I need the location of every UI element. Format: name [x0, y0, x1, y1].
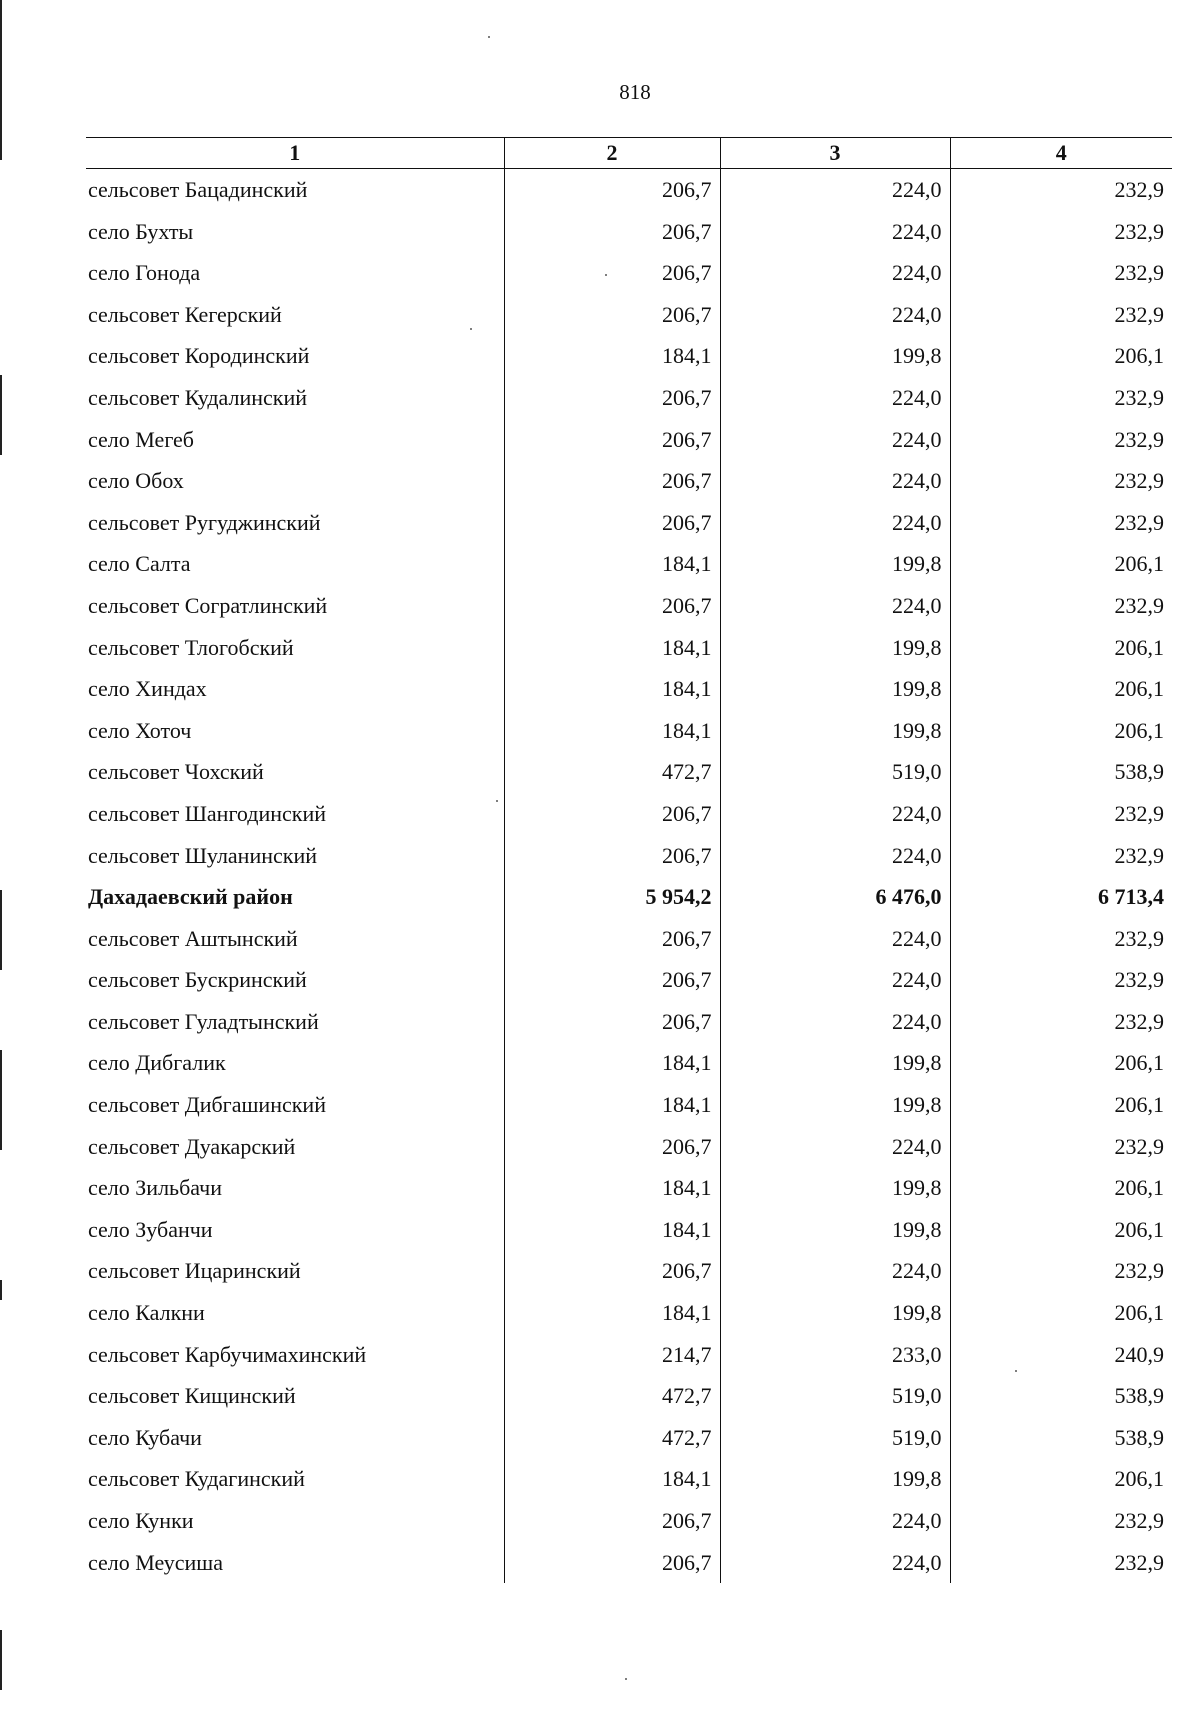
- cell-settlement-name: Дахадаевский район: [88, 884, 293, 910]
- table-row: [86, 1542, 1172, 1584]
- table-row: [86, 460, 1172, 502]
- scan-margin-mark: [0, 1280, 2, 1300]
- cell-value-col2: 5 954,2: [504, 876, 720, 918]
- cell-value-col2: 184,1: [504, 668, 720, 710]
- cell-value-col2: 206,7: [504, 294, 720, 336]
- cell-settlement-name: сельсовет Шангодинский: [88, 800, 327, 826]
- cell-settlement-name: сельсовет Кегерский: [88, 301, 282, 327]
- scan-margin-mark: [0, 1050, 2, 1150]
- cell-settlement-name: сельсовет Ругуджинский: [88, 509, 321, 535]
- cell-value-col2: 206,7: [504, 1250, 720, 1292]
- cell-value-col2: 206,7: [504, 793, 720, 835]
- scan-margin-mark: [0, 890, 2, 970]
- cell-settlement-name: сельсовет Бацадинский: [88, 177, 308, 202]
- cell-value-col4: 232,9: [950, 460, 1172, 502]
- table-row: [86, 335, 1172, 377]
- cell-value-col2: 472,7: [504, 751, 720, 793]
- cell-value-col4: 538,9: [950, 751, 1172, 793]
- cell-value-col3: 224,0: [720, 918, 950, 960]
- cell-value-col4: 232,9: [950, 1542, 1172, 1584]
- cell-value-col3: 224,0: [720, 793, 950, 835]
- cell-value-col2: 184,1: [504, 1458, 720, 1500]
- table-row: [86, 1209, 1172, 1251]
- cell-value-col3: 224,0: [720, 835, 950, 877]
- cell-value-col3: 199,8: [720, 710, 950, 752]
- cell-value-col3: 224,0: [720, 419, 950, 461]
- cell-value-col3: 199,8: [720, 627, 950, 669]
- cell-value-col2: 472,7: [504, 1375, 720, 1417]
- cell-value-col3: 199,8: [720, 1042, 950, 1084]
- cell-value-col3: 224,0: [720, 1500, 950, 1542]
- cell-value-col4: 206,1: [950, 710, 1172, 752]
- cell-settlement-name: сельсовет Тлогобский: [88, 634, 294, 660]
- cell-value-col3: 224,0: [720, 1542, 950, 1584]
- cell-value-col4: 232,9: [950, 169, 1172, 211]
- table-row: [86, 627, 1172, 669]
- cell-settlement-name: село Бухты: [88, 218, 194, 244]
- cell-value-col3: 224,0: [720, 294, 950, 336]
- cell-value-col4: 232,9: [950, 918, 1172, 960]
- cell-settlement-name: сельсовет Карбучимахинский: [88, 1341, 367, 1367]
- cell-value-col2: 206,7: [504, 835, 720, 877]
- table-row: [86, 710, 1172, 752]
- cell-value-col3: 224,0: [720, 585, 950, 627]
- cell-value-col4: 232,9: [950, 835, 1172, 877]
- cell-value-col3: 199,8: [720, 668, 950, 710]
- table-body: [86, 169, 1172, 1584]
- cell-value-col3: 224,0: [720, 959, 950, 1001]
- cell-value-col2: 206,7: [504, 1542, 720, 1584]
- cell-value-col4: 232,9: [950, 377, 1172, 419]
- table-row: [86, 1292, 1172, 1334]
- cell-settlement-name: сельсовет Кудалинский: [88, 384, 308, 410]
- cell-value-col2: 206,7: [504, 1126, 720, 1168]
- table-row: [86, 918, 1172, 960]
- table-row: [86, 1250, 1172, 1292]
- cell-value-col4: 240,9: [950, 1334, 1172, 1376]
- table-row: [86, 1042, 1172, 1084]
- scan-margin-mark: [0, 375, 2, 455]
- cell-value-col3: 519,0: [720, 1417, 950, 1459]
- cell-value-col4: 232,9: [950, 793, 1172, 835]
- cell-settlement-name: село Кубачи: [88, 1424, 202, 1450]
- cell-value-col2: 206,7: [504, 585, 720, 627]
- cell-value-col4: 206,1: [950, 1084, 1172, 1126]
- cell-value-col3: 224,0: [720, 1126, 950, 1168]
- scan-speck: [488, 36, 490, 38]
- cell-value-col2: 214,7: [504, 1334, 720, 1376]
- cell-value-col3: 224,0: [720, 252, 950, 294]
- cell-value-col2: 206,7: [504, 211, 720, 253]
- cell-value-col4: 206,1: [950, 335, 1172, 377]
- table-row: [86, 211, 1172, 253]
- cell-settlement-name: село Хоточ: [88, 717, 192, 743]
- cell-value-col4: 206,1: [950, 1292, 1172, 1334]
- cell-value-col3: 519,0: [720, 751, 950, 793]
- cell-value-col2: 206,7: [504, 377, 720, 419]
- table-row: [86, 543, 1172, 585]
- cell-value-col3: 224,0: [720, 1001, 950, 1043]
- table-row: [86, 419, 1172, 461]
- data-table: [86, 137, 1172, 1583]
- cell-value-col3: 199,8: [720, 335, 950, 377]
- cell-value-col4: 538,9: [950, 1375, 1172, 1417]
- cell-settlement-name: сельсовет Согратлинский: [88, 592, 328, 618]
- column-header: 3: [720, 138, 950, 169]
- cell-settlement-name: сельсовет Аштынский: [88, 925, 298, 951]
- cell-value-col3: 199,8: [720, 1084, 950, 1126]
- cell-value-col4: 232,9: [950, 1250, 1172, 1292]
- cell-settlement-name: село Обох: [88, 468, 184, 494]
- cell-value-col4: 232,9: [950, 294, 1172, 336]
- cell-value-col4: 538,9: [950, 1417, 1172, 1459]
- cell-value-col3: 224,0: [720, 169, 950, 211]
- cell-value-col4: 232,9: [950, 502, 1172, 544]
- cell-value-col2: 206,7: [504, 918, 720, 960]
- cell-settlement-name: село Мегеб: [88, 426, 195, 452]
- cell-settlement-name: село Зильбачи: [88, 1175, 222, 1201]
- table-row: [86, 294, 1172, 336]
- table-row: [86, 1334, 1172, 1376]
- cell-settlement-name: село Хиндах: [88, 676, 207, 702]
- column-header: 2: [504, 138, 720, 169]
- cell-value-col2: 206,7: [504, 1500, 720, 1542]
- cell-value-col4: 206,1: [950, 543, 1172, 585]
- cell-settlement-name: село Меусиша: [88, 1549, 224, 1575]
- cell-value-col2: 184,1: [504, 1084, 720, 1126]
- cell-settlement-name: село Дибгалик: [88, 1050, 226, 1076]
- table-row: [86, 377, 1172, 419]
- cell-value-col4: 206,1: [950, 1209, 1172, 1251]
- cell-settlement-name: сельсовет Дибгашинский: [88, 1092, 326, 1118]
- table-row: [86, 585, 1172, 627]
- cell-value-col4: 206,1: [950, 1167, 1172, 1209]
- table-row: [86, 1417, 1172, 1459]
- cell-value-col2: 206,7: [504, 419, 720, 461]
- table-row: [86, 502, 1172, 544]
- cell-value-col3: 199,8: [720, 1292, 950, 1334]
- table-row: [86, 1126, 1172, 1168]
- table-row: [86, 1458, 1172, 1500]
- cell-value-col4: 206,1: [950, 668, 1172, 710]
- cell-value-col2: 206,7: [504, 460, 720, 502]
- table-row: [86, 751, 1172, 793]
- cell-value-col4: 6 713,4: [950, 876, 1172, 918]
- cell-value-col3: 199,8: [720, 1458, 950, 1500]
- table-row: [86, 252, 1172, 294]
- cell-value-col3: 224,0: [720, 211, 950, 253]
- cell-value-col3: 199,8: [720, 1209, 950, 1251]
- cell-value-col3: 233,0: [720, 1334, 950, 1376]
- cell-value-col4: 232,9: [950, 252, 1172, 294]
- cell-value-col3: 224,0: [720, 502, 950, 544]
- cell-settlement-name: село Калкни: [88, 1300, 205, 1326]
- table-row: [86, 1167, 1172, 1209]
- cell-settlement-name: сельсовет Бускринский: [88, 967, 307, 993]
- cell-value-col2: 206,7: [504, 502, 720, 544]
- cell-value-col2: 184,1: [504, 335, 720, 377]
- cell-settlement-name: сельсовет Чохский: [88, 759, 264, 785]
- cell-settlement-name: сельсовет Кищинский: [88, 1383, 296, 1409]
- table-row: [86, 793, 1172, 835]
- cell-value-col2: 184,1: [504, 1042, 720, 1084]
- cell-value-col2: 184,1: [504, 710, 720, 752]
- cell-value-col2: 206,7: [504, 169, 720, 211]
- cell-value-col4: 232,9: [950, 959, 1172, 1001]
- cell-value-col2: 206,7: [504, 959, 720, 1001]
- column-header: 1: [86, 138, 504, 169]
- scan-speck: [625, 1678, 627, 1680]
- cell-value-col4: 206,1: [950, 1458, 1172, 1500]
- cell-value-col2: 206,7: [504, 1001, 720, 1043]
- cell-value-col3: 6 476,0: [720, 876, 950, 918]
- cell-settlement-name: село Салта: [88, 551, 191, 577]
- cell-value-col4: 232,9: [950, 1500, 1172, 1542]
- cell-settlement-name: село Кунки: [88, 1508, 194, 1533]
- cell-value-col3: 199,8: [720, 1167, 950, 1209]
- cell-value-col4: 206,1: [950, 627, 1172, 669]
- cell-settlement-name: сельсовет Гуладтынский: [88, 1008, 319, 1034]
- cell-value-col2: 184,1: [504, 627, 720, 669]
- cell-value-col4: 206,1: [950, 1042, 1172, 1084]
- table-row: [86, 959, 1172, 1001]
- cell-settlement-name: сельсовет Кородинский: [88, 343, 310, 369]
- cell-value-col2: 184,1: [504, 1292, 720, 1334]
- cell-value-col3: 199,8: [720, 543, 950, 585]
- cell-value-col2: 184,1: [504, 1167, 720, 1209]
- table-row: [86, 1375, 1172, 1417]
- table-row: [86, 668, 1172, 710]
- cell-value-col4: 232,9: [950, 1001, 1172, 1043]
- cell-value-col3: 224,0: [720, 1250, 950, 1292]
- cell-value-col4: 232,9: [950, 211, 1172, 253]
- cell-value-col4: 232,9: [950, 1126, 1172, 1168]
- column-header: 4: [950, 138, 1172, 169]
- table-row: [86, 876, 1172, 918]
- cell-value-col2: 184,1: [504, 1209, 720, 1251]
- cell-value-col2: 472,7: [504, 1417, 720, 1459]
- table-row: [86, 169, 1172, 211]
- cell-value-col2: 184,1: [504, 543, 720, 585]
- cell-value-col4: 232,9: [950, 585, 1172, 627]
- cell-settlement-name: сельсовет Дуакарский: [88, 1133, 296, 1159]
- cell-value-col3: 224,0: [720, 377, 950, 419]
- cell-value-col3: 519,0: [720, 1375, 950, 1417]
- cell-settlement-name: село Зубанчи: [88, 1216, 213, 1242]
- table-row: [86, 835, 1172, 877]
- table-row: [86, 1500, 1172, 1542]
- cell-settlement-name: сельсовет Шуланинский: [88, 842, 318, 868]
- table-row: [86, 1001, 1172, 1043]
- table-row: [86, 1084, 1172, 1126]
- cell-settlement-name: село Гонода: [88, 260, 201, 286]
- table-header-row: [86, 138, 1172, 169]
- cell-value-col3: 224,0: [720, 460, 950, 502]
- cell-settlement-name: сельсовет Ицаринский: [88, 1258, 301, 1284]
- cell-value-col2: 206,7: [504, 252, 720, 294]
- cell-settlement-name: сельсовет Кудагинский: [88, 1466, 305, 1492]
- page-number: 818: [619, 80, 651, 104]
- cell-value-col4: 232,9: [950, 419, 1172, 461]
- scan-margin-mark: [0, 1630, 2, 1690]
